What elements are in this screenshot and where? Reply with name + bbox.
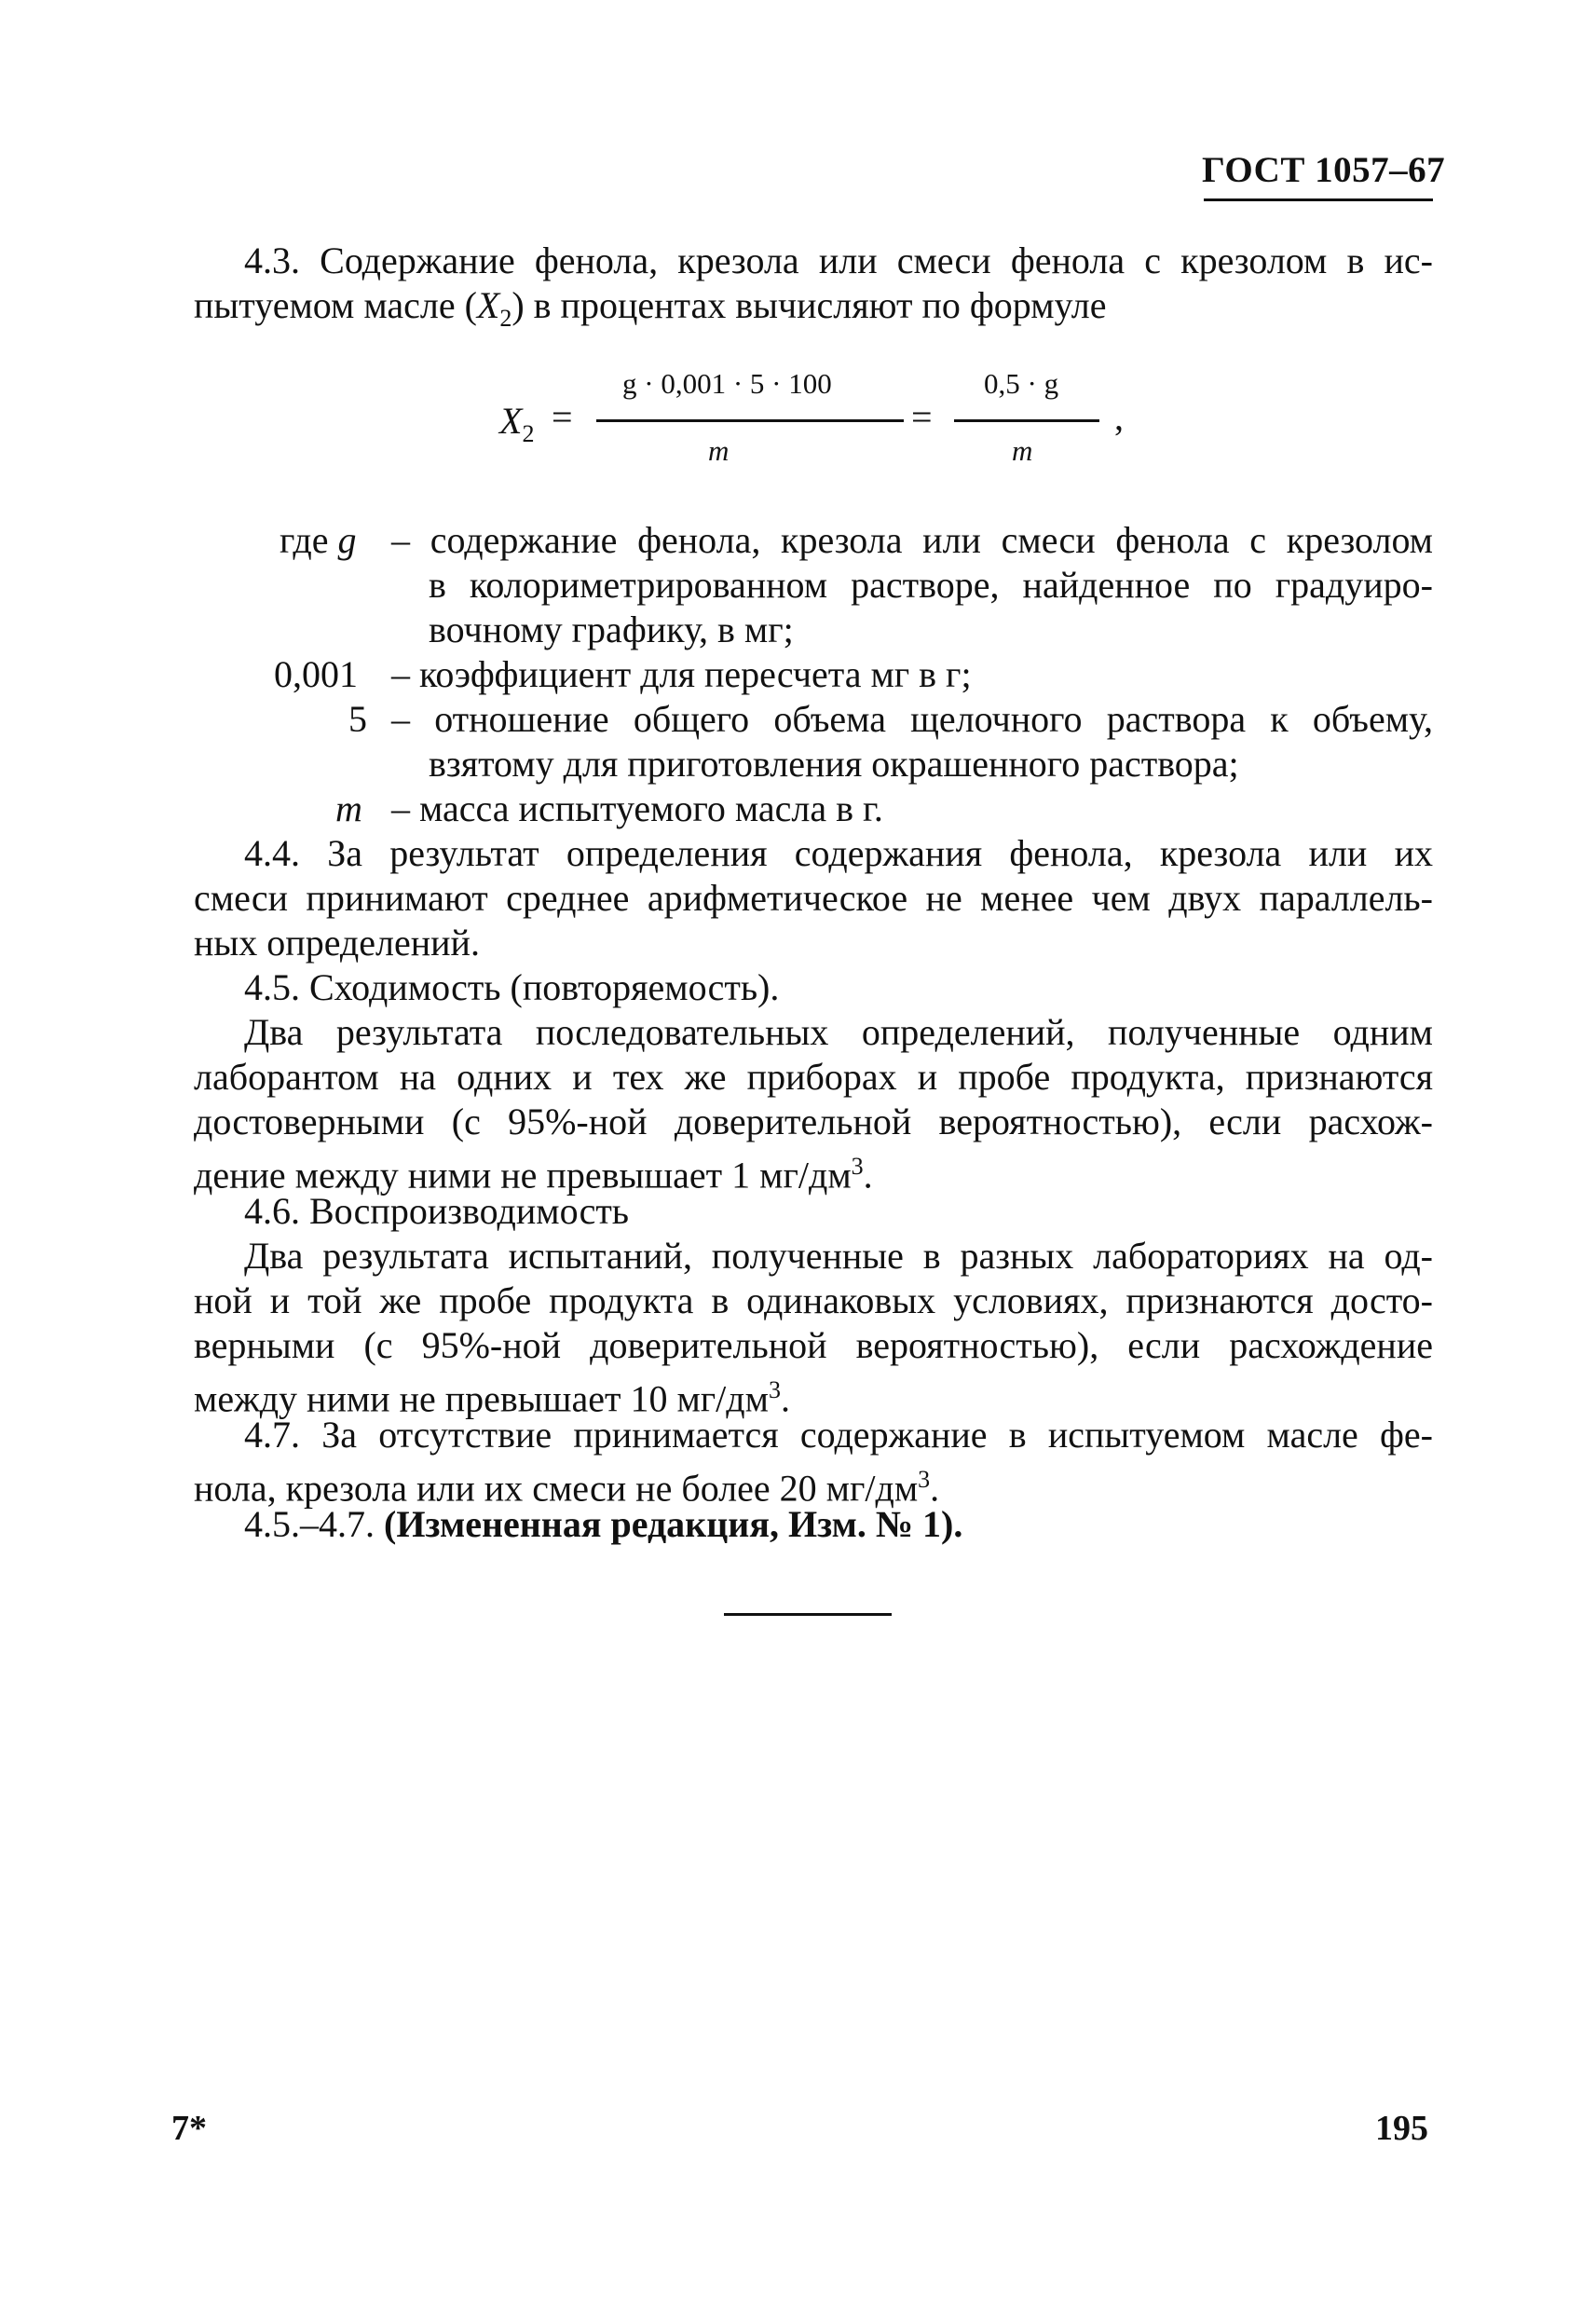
formula-denominator-2: m xyxy=(1012,434,1033,467)
definition-g-label: где g xyxy=(280,519,357,561)
section-end-rule xyxy=(724,1613,892,1616)
header-underline xyxy=(1204,198,1433,201)
section-4-7-line-1: 4.7. За отсутствие принимается содержание в испытуемом масле фе- xyxy=(244,1414,1433,1456)
formula-trailing-comma: , xyxy=(1114,396,1124,438)
section-4-5-line-2: лаборантом на одних и тех же приборах и пробе продукта, признаются xyxy=(194,1056,1433,1098)
formula-denominator-1: m xyxy=(708,434,730,467)
formula-equals-1: = xyxy=(552,396,573,438)
section-4-3-line-2: пытуемом масле $(X_2)$ в процентах вычисляют по формуле xyxy=(194,284,1107,332)
section-4-6-line-1: Два результата испытаний, полученные в разных лабораториях на од- xyxy=(244,1235,1433,1277)
section-4-6-line-3: верными (с 95%-ной доверительной вероятностью), если расхождение xyxy=(194,1324,1433,1366)
definition-g-line-2: в колориметрированном растворе, найденное по градуиро- xyxy=(429,564,1433,606)
document-header: ГОСТ 1057–67 xyxy=(1202,150,1446,190)
section-4-4-line-3: ных определений. xyxy=(194,922,480,964)
footer-signature-mark: 7* xyxy=(171,2109,207,2148)
section-4-6-line-4: между ними не превышает 10 $мг/дм^3$. xyxy=(194,1376,790,1420)
section-4-5-title: 4.5. Сходимость (повторяемость). xyxy=(244,966,780,1008)
formula-lhs: $X_2$ xyxy=(499,400,535,447)
definition-m-symbol: m xyxy=(335,787,362,829)
section-4-3-line-1: 4.3. Содержание фенола, крезола или смеси фенола с крезолом в ис- xyxy=(244,239,1433,281)
section-4-5-line-3: достоверными (с 95%-ной доверительной вероятностью), если расхож- xyxy=(194,1101,1433,1142)
definition-m-text: – масса испытуемого масла в г. xyxy=(391,787,883,829)
section-4-5-line-4: дение между ними не превышает 1 $мг/дм^3$. xyxy=(194,1153,873,1197)
section-4-4-line-1: 4.4. За результат определения содержания фенола, крезола или их xyxy=(244,832,1433,874)
formula-equals-2: = xyxy=(911,396,933,438)
page-number: 195 xyxy=(1375,2109,1428,2148)
definition-5-symbol: 5 xyxy=(348,698,367,740)
formula-fraction-bar-1 xyxy=(596,419,904,422)
section-4-4-line-2: смеси принимают среднее арифметическое не менее чем двух параллель- xyxy=(194,877,1433,919)
definition-0001-symbol: 0,001 xyxy=(274,653,358,695)
definition-5-line-1: – отношение общего объема щелочного раствора к объему, xyxy=(391,698,1433,740)
section-4-6-title: 4.6. Воспроизводимость xyxy=(244,1190,630,1232)
section-4-6-line-2: ной и той же пробе продукта в одинаковых условиях, признаются досто- xyxy=(194,1279,1433,1321)
amendment-note: 4.5.–4.7. (Измененная редакция, Изм. № 1). xyxy=(244,1503,963,1545)
section-4-5-line-1: Два результата последовательных определений, полученные одним xyxy=(244,1011,1433,1053)
definition-0001-text: – коэффициент для пересчета мг в г; xyxy=(391,653,972,695)
formula-fraction-bar-2 xyxy=(954,419,1099,422)
definition-g-line-3: вочному графику, в мг; xyxy=(429,609,794,650)
formula-numerator-1: g · 0,001 · 5 · 100 xyxy=(622,367,832,400)
definition-g-line-1: – содержание фенола, крезола или смеси фенола с крезолом xyxy=(391,519,1433,561)
definition-5-line-2: взятому для приготовления окрашенного раствора; xyxy=(429,743,1239,785)
section-4-7-line-2: нола, крезола или их смеси не более 20 $мг/дм^3$. xyxy=(194,1466,940,1510)
formula-numerator-2: 0,5 · g xyxy=(984,367,1059,400)
